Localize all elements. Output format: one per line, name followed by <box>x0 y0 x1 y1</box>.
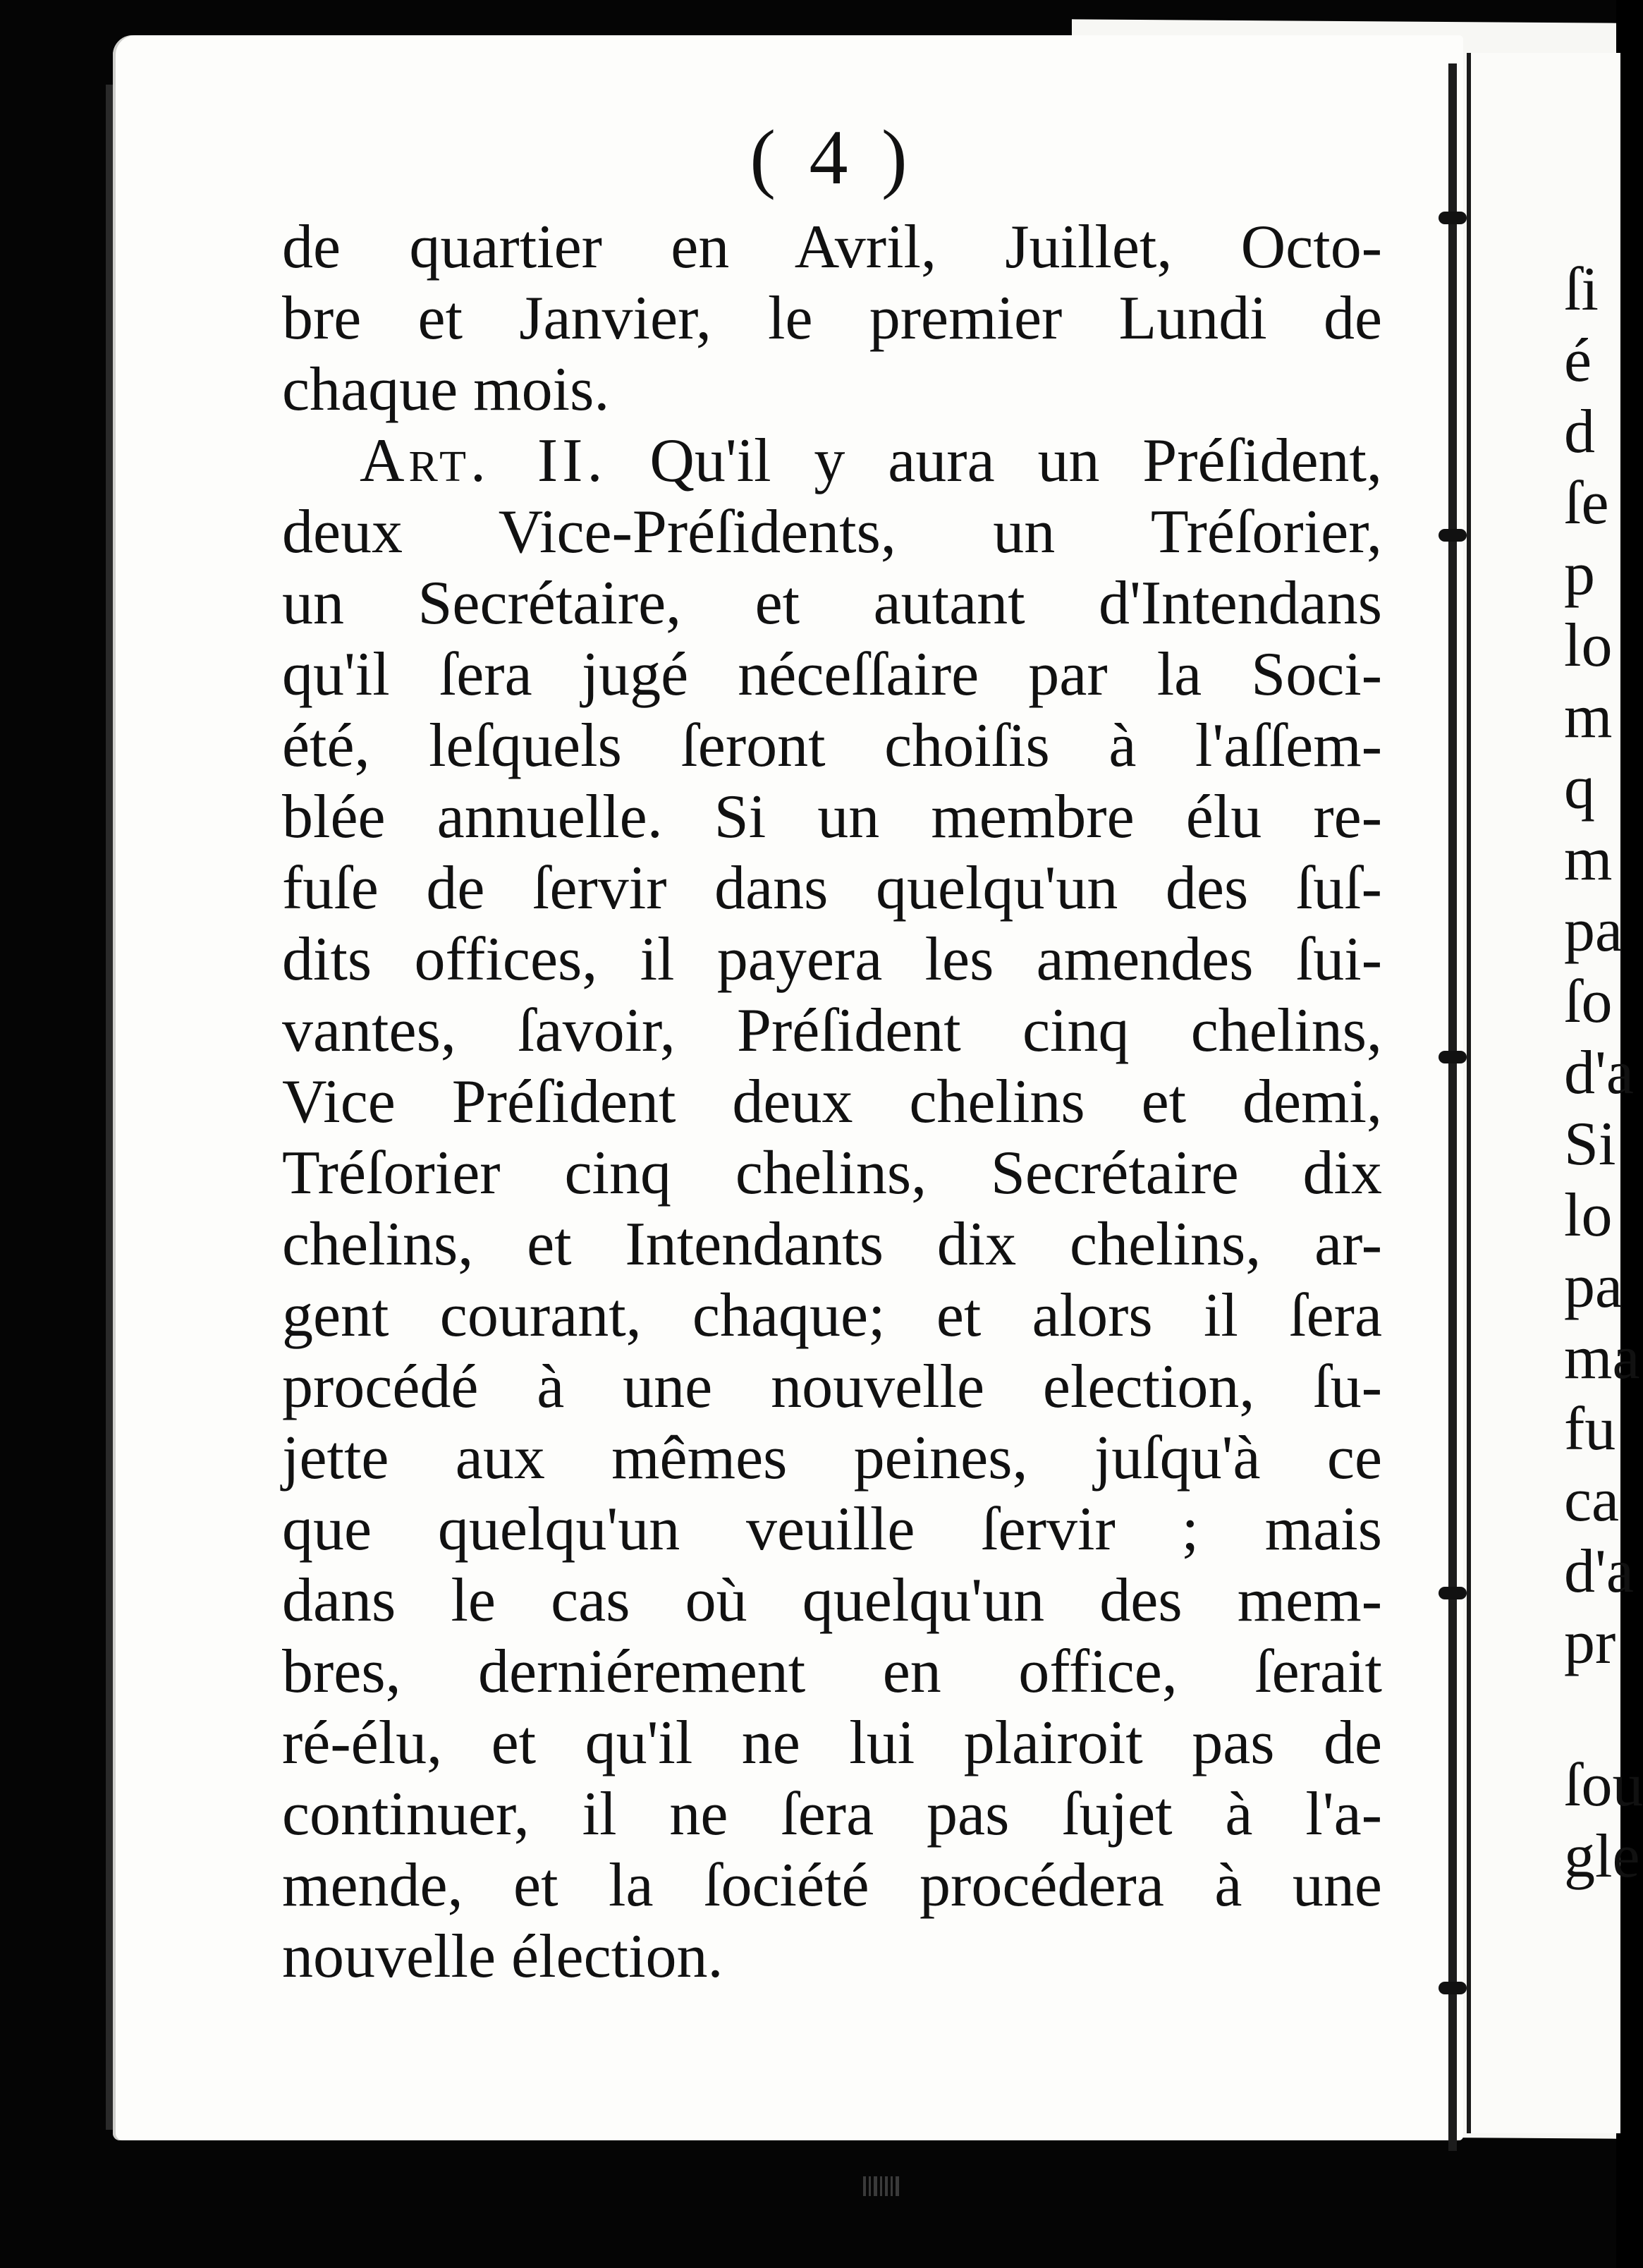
facing-fragment: m <box>1564 825 1613 894</box>
facing-page-text <box>1564 254 1643 1892</box>
facing-fragment: m <box>1564 683 1613 751</box>
facing-fragment: lo <box>1564 1181 1613 1250</box>
text-line: bres, derniérement en office, ſerait <box>282 1638 1382 1706</box>
gutter-line <box>1448 63 1457 2151</box>
text-line: chaque mois. <box>282 355 610 424</box>
stitch-mark <box>1439 1587 1467 1599</box>
facing-fragment: d'a <box>1564 1537 1634 1606</box>
text-line: que quelqu'un veuille ſervir ; mais <box>282 1495 1382 1563</box>
facing-fragment: q <box>1564 754 1595 822</box>
facing-fragment: ma <box>1564 1324 1640 1392</box>
facing-fragment: fu <box>1564 1395 1616 1463</box>
text-line: qu'il ſera jugé néceſſaire par la Soci- <box>282 640 1382 709</box>
text-line: dans le cas où quelqu'un des mem- <box>282 1566 1382 1635</box>
stitch-mark <box>1439 212 1467 224</box>
facing-fragment: d'a <box>1564 1039 1634 1107</box>
text-line: dits offices, il payera les amendes ſui- <box>282 925 1382 994</box>
text-line: bre et Janvier, le premier Lundi de <box>282 284 1382 353</box>
facing-fragment: d <box>1564 398 1595 466</box>
facing-fragment: pa <box>1564 896 1623 965</box>
facing-fragment: ſi <box>1564 255 1599 324</box>
text-line: fuſe de ſervir dans quelqu'un des ſuſ- <box>282 854 1382 922</box>
text-line: un Secrétaire, et autant d'Intendans <box>282 569 1382 638</box>
facing-fragment: é <box>1564 327 1592 395</box>
page-number-header: ( 4 ) <box>750 114 915 200</box>
text-line: Tréſorier cinq chelins, Secrétaire dix <box>282 1139 1382 1207</box>
stitch-mark <box>1439 1051 1467 1063</box>
text-line: ré-élu, et qu'il ne lui plairoit pas de <box>282 1709 1382 1777</box>
text-line: été, leſquels ſeront choiſis à l'aſſem- <box>282 712 1382 780</box>
barcode-icon <box>860 2172 903 2200</box>
text-line: nouvelle élection. <box>282 1922 723 1991</box>
article-text: Qu'il y aura un Préſident, <box>649 427 1383 495</box>
article-line <box>282 425 1382 496</box>
text-line: chelins, et Intendants dix chelins, ar- <box>282 1210 1382 1279</box>
binding-gutter <box>1439 63 1462 2151</box>
text-line: Vice Préſident deux chelins et demi, <box>282 1068 1382 1136</box>
facing-fragment: p <box>1564 540 1595 609</box>
text-line: continuer, il ne ſera pas ſujet à l'a- <box>282 1780 1382 1848</box>
text-line: blée annuelle. Si un membre élu re- <box>282 783 1382 851</box>
facing-fragment: ca <box>1564 1466 1620 1535</box>
facing-fragment <box>1564 1678 1616 1750</box>
facing-fragment: pa <box>1564 1252 1623 1321</box>
facing-fragment: pr <box>1564 1609 1616 1677</box>
text-line: mende, et la ſociété procédera à une <box>282 1851 1382 1920</box>
facing-fragment: gle <box>1564 1822 1640 1891</box>
facing-fragment: ſo <box>1564 968 1613 1036</box>
facing-fragment: ſe <box>1564 469 1609 537</box>
text-line: vantes, ſavoir, Préſident cinq chelins, <box>282 996 1382 1065</box>
scan-barcode-mark <box>860 2172 903 2200</box>
text-line: de quartier en Avril, Juillet, Octo- <box>282 213 1382 281</box>
facing-fragment: lo <box>1564 611 1613 680</box>
text-line: deux Vice-Préſidents, un Tréſorier, <box>282 498 1382 566</box>
facing-fragment: Si <box>1564 1110 1616 1178</box>
text-line: gent courant, chaque; et alors il ſera <box>282 1281 1382 1350</box>
text-line: procédé à une nouvelle election, ſu- <box>282 1353 1382 1421</box>
body-text <box>282 212 1382 1992</box>
article-label: Art. II. <box>360 427 607 495</box>
stitch-mark <box>1439 1982 1467 1994</box>
text-line: jette aux mêmes peines, juſqu'à ce <box>282 1424 1382 1492</box>
stitch-mark <box>1439 529 1467 542</box>
facing-fragment: ſou <box>1564 1751 1643 1819</box>
